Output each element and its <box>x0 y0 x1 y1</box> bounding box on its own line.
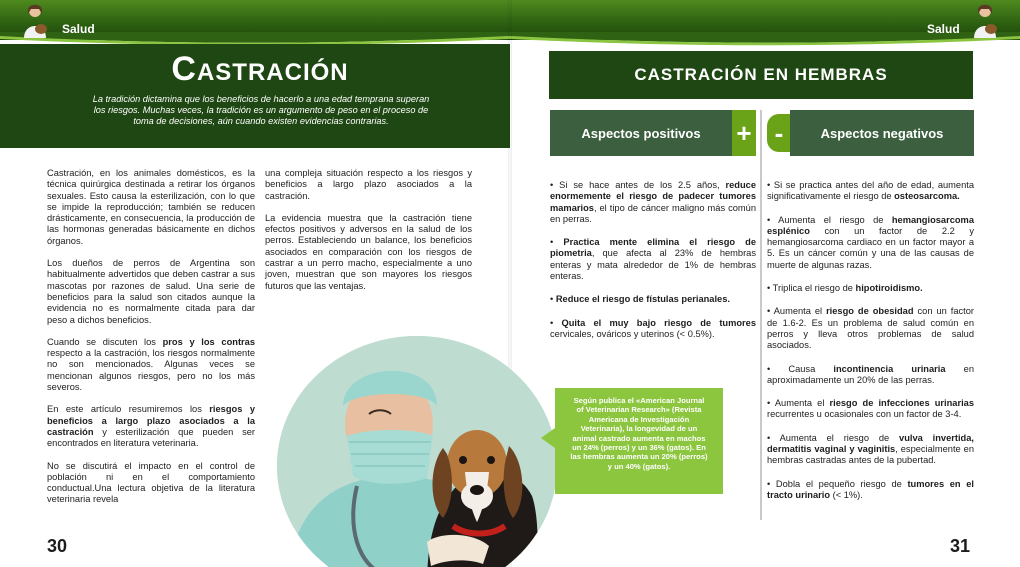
emphasis-text: Reduce el riesgo de fístulas perianales. <box>555 294 730 305</box>
page-number-left: 30 <box>47 536 68 556</box>
paragraph-text: No se discutirá el impacto en el control de población ni en el comportamiento conductual.Una lectura objetiva de la literatura veterinaria revela <box>47 460 255 505</box>
emphasis-text: Quita el muy bajo riesgo de tumores <box>561 317 756 328</box>
paragraph <box>265 168 472 202</box>
title-block <box>0 44 510 148</box>
right-page-title: CASTRACIÓN EN HEMBRAS <box>634 65 888 84</box>
minus-icon: - <box>767 114 791 152</box>
paragraph <box>47 404 255 449</box>
paragraph <box>550 294 756 305</box>
paragraph-text: con un factor de 2.2 y hemangiosarcoma cardiaco en un factor mayor a 5. Es un cáncer común y una de las causas de muerte de algunas razas. <box>767 225 974 270</box>
paragraph-text: , especialmente en hembras castradas antes de la pubertad. <box>767 444 974 466</box>
paragraph-text: una compleja situación respecto a los riesgos y beneficios a largo plazo asociados a la castración. <box>265 168 472 201</box>
emphasis-text: riesgo de infecciones urinarias <box>829 398 975 409</box>
paragraph-text: en aproximadamente un 20% de las perras. <box>767 363 974 385</box>
vet-avatar-right-icon <box>970 2 1000 38</box>
positive-aspects-header <box>550 110 732 156</box>
paragraph <box>767 479 974 502</box>
paragraph <box>550 180 756 225</box>
paragraph-text: • Si se practica antes del año de edad, aumenta significativamente el riesgo de <box>767 180 974 202</box>
emphasis-text: riesgos y beneficios a largo plazo asociados a la castración <box>47 404 255 437</box>
paragraph-text: • Dobla el pequeño riesgo de <box>767 478 908 489</box>
vet-photo-illustration <box>277 336 557 567</box>
paragraph-text: Castración, en los animales domésticos, es la técnica quirúrgica destinada a retirar los órganos sexuales. Esto causa la esterilización, con lo que se impide la reproducción; también se reducen drásticamente, en consecuencia, la producción de las hormonas generadas básicamente en dichos órganos. <box>47 168 255 246</box>
paragraph-text: • <box>550 237 564 248</box>
paragraph-text: Cuando se discuten los <box>47 336 163 347</box>
emphasis-text: riesgo de obesidad <box>826 306 914 317</box>
emphasis-text: tumores en el tracto urinario <box>767 478 975 500</box>
section-label-right: Salud <box>927 22 960 36</box>
paragraph-text: cervicales, ováricos y uterinos (< 0.5%). <box>550 328 715 339</box>
paragraph <box>767 433 974 467</box>
emphasis-text: hemangiosarcoma esplénico <box>767 214 974 236</box>
paragraph-text: , que afecta al 23% de hembras enteras y mata alrededor de 1% de hembras enteras. <box>550 248 756 282</box>
paragraph-text: con un factor de 1.6-2. Es un problema de salud común en perros y lleva otros problemas de salud asociados. <box>767 306 974 351</box>
paragraph <box>265 213 472 292</box>
paragraph-text: La evidencia muestra que la castración tiene efectos positivos y adversos en la salud de los perros. Estableciendo un balance, los beneficios asociados en comparación con los riesgos de castrar a un perro macho, especialmente a uno joven, muestran que son mayores los riesgos futuros que las ventajas. <box>265 212 472 291</box>
paragraph <box>767 180 974 203</box>
negative-aspects-header <box>790 110 974 156</box>
article-column-2 <box>265 168 472 303</box>
paragraph-text: respecto a la castración, los riesgos normalmente no son mencionados. Algunas veces se mencionan algunos riesgos, pero no los más severos. <box>47 348 255 393</box>
paragraph <box>767 398 974 421</box>
emphasis-text: vulva invertida, dermatitis vaginal y vaginitis <box>767 432 974 455</box>
paragraph <box>550 237 756 282</box>
paragraph <box>767 283 974 294</box>
paragraph <box>47 461 255 506</box>
column-divider <box>760 110 762 520</box>
paragraph <box>47 258 255 326</box>
paragraph-text: • Triplica el riesgo de <box>767 283 856 294</box>
page-subtitle: La tradición dictamina que los beneficios de hacerlo a una edad temprana superan los riesgos. Muchas veces, la tradición es un argumento de peso en el proceso de toma de decisiones, aún cuando existen evidencias contrarias. <box>92 94 430 127</box>
paragraph <box>767 215 974 271</box>
paragraph-text: • Aumenta el <box>767 398 830 409</box>
page-number-right: 31 <box>950 536 971 556</box>
paragraph-text: • <box>550 317 562 328</box>
veterinarian-with-beagle-photo <box>277 336 557 567</box>
emphasis-text: reduce enormemente el riesgo de padecer tumores mamarios <box>550 180 756 213</box>
paragraph-text: recurrentes u ocasionales con un factor de 3-4. <box>767 409 962 420</box>
page-title: Castración <box>171 50 349 88</box>
paragraph-text: , el tipo de cáncer maligno más común en perras. <box>550 202 756 224</box>
emphasis-text: osteosarcoma. <box>894 191 960 202</box>
paragraph <box>47 337 255 393</box>
paragraph-text: • Aumenta el <box>767 306 827 317</box>
paragraph-text: • Causa <box>767 363 834 374</box>
paragraph-text: Los dueños de perros de Argentina son habitualmente advertidos que deben castrar a sus mascotas por razones de salud. Una serie de beneficios para la salud son citados aunque la evidencia no es normalmente citada para dar peso a dichos beneficios. <box>47 258 255 325</box>
study-callout-box: Según publica el «American Journal of Veterinarian Research» (Revista Americana de Investigación Veterinaria), la longevidad de un animal castrado aumenta en machos un 24% (perros) y un 36% (gatos). En las hembras aumenta un 20% (perros) y un 40% (gatos). <box>555 388 723 494</box>
paragraph-text: y esterilización que pueden ser encontrados en literatura veterinaria. <box>47 426 255 449</box>
paragraph <box>767 364 974 387</box>
negative-aspects-label: Aspectos negativos <box>820 125 944 141</box>
paragraph-text: • <box>550 294 556 305</box>
emphasis-text: Practica mente elimina el riesgo de piometria <box>550 237 757 259</box>
right-page-title-box <box>549 51 973 99</box>
negative-aspects-list <box>767 180 974 513</box>
paragraph <box>767 306 974 351</box>
paragraph <box>550 318 756 341</box>
paragraph-text: (< 1%). <box>830 489 863 500</box>
paragraph-text: • Aumenta el riesgo de <box>767 214 892 225</box>
emphasis-text: incontinencia urinaria <box>833 363 946 374</box>
positive-aspects-label: Aspectos positivos <box>581 125 701 141</box>
article-column-1 <box>47 168 255 517</box>
emphasis-text: pros y los contras <box>162 336 255 347</box>
paragraph-text: • Si se hace antes de los 2.5 años, <box>550 180 726 190</box>
emphasis-text: hipotiroidismo. <box>855 283 923 294</box>
plus-icon: + <box>732 110 756 156</box>
vet-avatar-left-icon <box>20 2 50 38</box>
positive-aspects-list <box>550 180 756 352</box>
paragraph <box>47 168 255 247</box>
paragraph-text: En este artículo resumiremos los <box>47 404 210 415</box>
section-label-left: Salud <box>62 22 95 36</box>
paragraph-text: • Aumenta el riesgo de <box>767 432 900 443</box>
